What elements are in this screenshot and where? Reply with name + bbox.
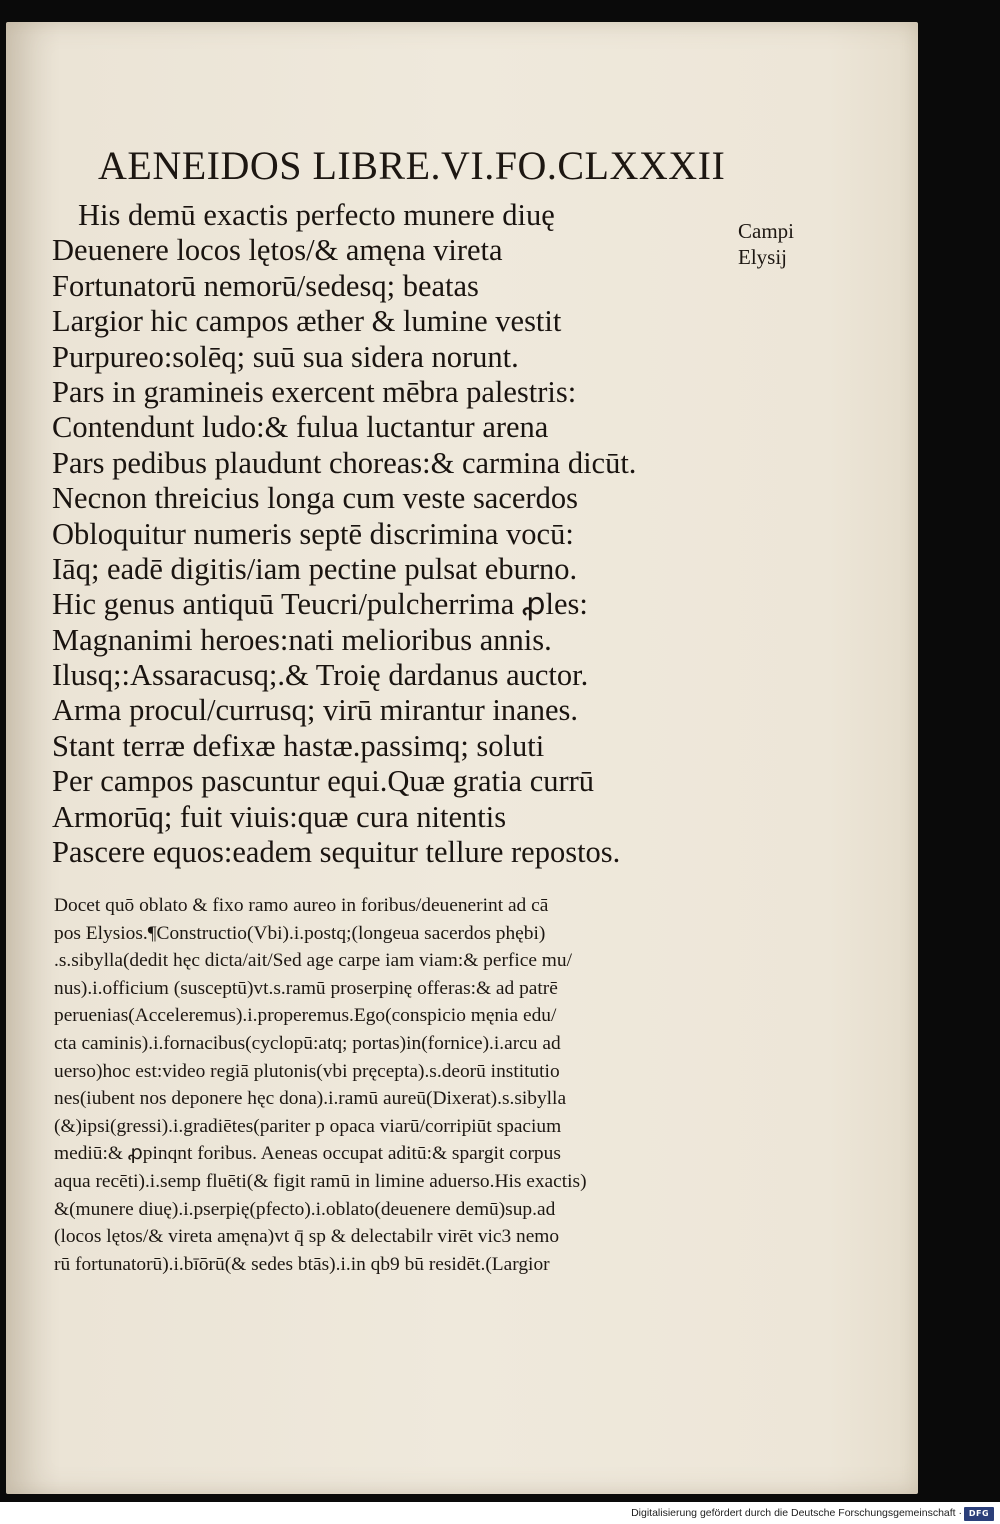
verse-line: Iāq; eadē digitis/iam pectine pulsat eburno. [52, 551, 578, 586]
running-head: AENEIDOS LIBRE.VI.FO.CLXXXII [98, 143, 726, 188]
commentary-line: (&)ipsi(gressi).i.gradiētes(pariter p opaca viarū/corripiūt spacium [54, 1115, 562, 1137]
verse-line: Armorūq; fuit viuis:quæ cura nitentis [52, 799, 507, 834]
commentary-line: aqua recēti).i.semp fluēti(& figit ramū in limine aduerso.His exactis) [54, 1170, 587, 1192]
marginal-note-line: Elysij [738, 245, 788, 269]
verse-line: Necnon threicius longa cum veste sacerdos [52, 481, 578, 516]
verse-line: Purpureo:solēq; suū sua sidera norunt. [52, 339, 519, 374]
verse-line: Per campos pascuntur equi.Quæ gratia currū [52, 764, 595, 799]
verse-line: Contendunt ludo:& fulua luctantur arena [52, 410, 549, 445]
verse-line: Fortunatorū nemorū/sedesq; beatas [52, 268, 479, 303]
verse-line: Stant terræ defixæ hastæ.passimq; soluti [52, 728, 545, 763]
verse-text [52, 198, 752, 870]
commentary-line: rū fortunatorū).i.bīōrū(& sedes btās).i.in qb9 bū residēt.(Largior [54, 1253, 550, 1275]
commentary-line: nes(iubent nos deponere hęc dona).i.ramū aureū(Dixerat).s.sibylla [54, 1088, 567, 1110]
commentary-line: cta caminis).i.fornacibus(cyclopū:atq; portas)in(fornice).i.arcu ad [54, 1032, 561, 1054]
commentary-line: &(munere diuę).i.pserpię(pfecto).i.oblato(deuenere demū)sup.ad [54, 1198, 556, 1220]
verse-line: Hic genus antiquū Teucri/pulcherrima ꝓles: [52, 587, 588, 622]
commentary-line: peruenias(Acceleremus).i.properemus.Ego(conspicio męnia edu/ [54, 1005, 557, 1027]
commentary-line: Docet quō oblato & fixo ramo aureo in foribus/deuenerint ad cā [54, 895, 549, 916]
verse-line: Obloquitur numeris septē discrimina vocū: [52, 516, 574, 551]
verse-line: Pars in gramineis exercent mēbra palestris: [52, 374, 577, 409]
verse-line: Pars pedibus plaudunt choreas:& carmina dicūt. [52, 445, 637, 480]
commentary-line: uerso)hoc est:video regiā plutonis(vbi pręcepta).s.deorū institutio [54, 1060, 560, 1082]
verse-line: His demū exactis perfecto munere diuę [78, 198, 555, 232]
verse-line: Deuenere locos lętos/& amęna vireta [52, 233, 503, 268]
commentary-line: .s.sibylla(dedit hęc dicta/ait/Sed age carpe iam viam:& perfice mu/ [54, 950, 572, 972]
commentary-line: pos Elysios.¶Constructio(Vbi).i.postq;(longeua sacerdos phębi) [54, 922, 546, 944]
commentary-line: (locos lętos/& vireta amęna)vt q̄ sp & delectabilr virēt vic3 nemo [54, 1226, 560, 1248]
commentary-line: nus).i.officium (susceptū)vt.s.ramū proserpinę offeras:& ad patrē [54, 977, 558, 999]
verse-line: Ilusq;:Assaracusq;.& Troię dardanus auctor. [52, 658, 589, 693]
commentary-line: mediū:& ꝓpinqnt foribus. Aeneas occupat aditū:& spargit corpus [54, 1143, 561, 1165]
book-page [6, 22, 918, 1494]
marginal-note-line: Campi [738, 219, 794, 243]
verse-line: Pascere equos:eadem sequitur tellure repostos. [52, 835, 621, 870]
verse-line: Magnanimi heroes:nati melioribus annis. [52, 622, 552, 657]
dfg-logo: DFG [964, 1507, 994, 1521]
commentary-text [54, 892, 754, 1278]
funding-note: Digitalisierung gefördert durch die Deutsche Forschungsgemeinschaft · [631, 1507, 962, 1519]
footer-bar [0, 1502, 1000, 1524]
verse-line: Largior hic campos æther & lumine vestit [52, 304, 562, 339]
verse-line: Arma procul/currusq; virū mirantur inanes. [52, 693, 578, 728]
